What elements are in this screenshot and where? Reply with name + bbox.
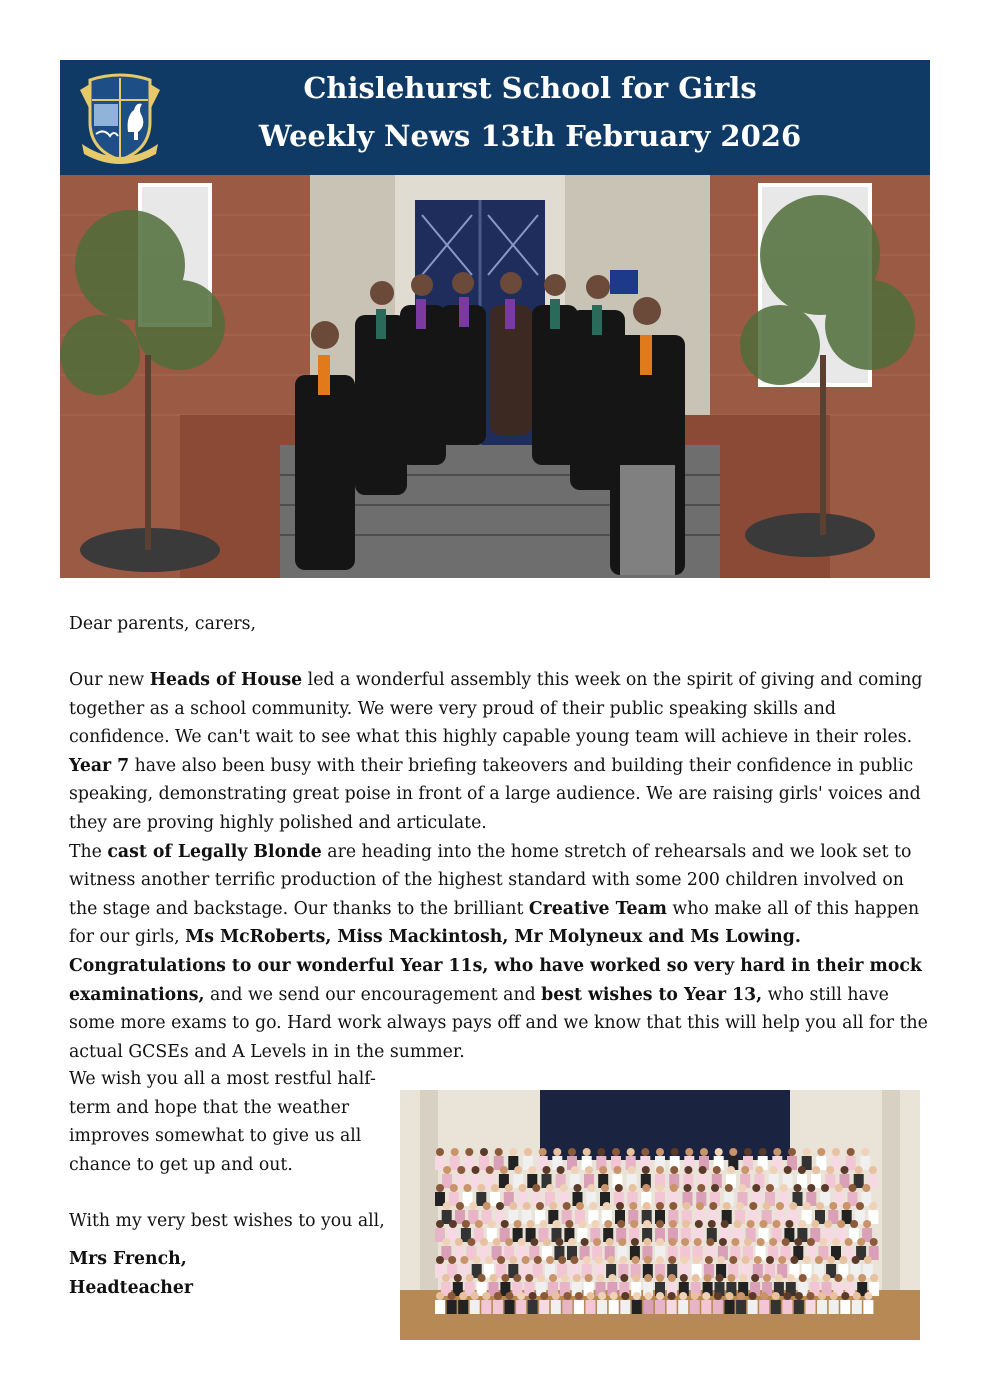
text-run: Our new: [69, 670, 150, 690]
signature-role: Headteacher: [69, 1277, 193, 1298]
text-run: who make all of this happen for our girls,: [69, 898, 920, 948]
bold-run: best wishes to Year 13,: [541, 984, 763, 1005]
text-run: led a wonderful assembly this week on the spirit of giving and coming together as a school community. We were very proud of their public speaking skills and confidence. We can't wait to see what this highly capable young team will achieve in their roles.: [69, 670, 923, 748]
bold-run: Year 7: [69, 755, 130, 776]
issue-title: Weekly News 13th February 2026: [258, 119, 802, 153]
signature: [69, 1245, 193, 1302]
letter-body: [69, 666, 929, 1066]
closing-paragraph: We wish you all a most restful half-term and hope that the weather improves somewhat to give us all chance to get up and out.: [69, 1069, 376, 1175]
signoff: With my very best wishes to you all,: [69, 1211, 385, 1231]
greeting: Dear parents, carers,: [69, 614, 257, 634]
text-run: are heading into the home stretch of rehearsals and we look set to witness another terrific production of the highest standard with some 200 children involved on the stage and backstage. Our thanks to the brilliant: [69, 841, 912, 919]
paragraph-heads-of-house: [69, 666, 929, 838]
banner-title: [60, 64, 930, 160]
bold-run: Congratulations to our wonderful Year 11s, who have worked so very hard in their mock examinations,: [69, 955, 922, 1005]
bold-run: Creative Team: [528, 898, 667, 919]
heads-of-house-photo: [60, 175, 930, 578]
signature-name: Mrs French,: [69, 1249, 187, 1269]
paragraph-exams: [69, 952, 929, 1066]
paragraph-legally-blonde: [69, 838, 929, 952]
bold-run: Ms McRoberts, Miss Mackintosh, Mr Molyneux and Ms Lowing.: [185, 927, 801, 948]
text-run: who still have some more exams to go. Hard work always pays off and we know that this will help you all for the actual GCSEs and A Levels in in the summer.: [69, 984, 928, 1062]
bold-run: Heads of House: [149, 670, 303, 690]
text-run: and we send our encouragement and: [204, 984, 542, 1005]
bold-run: cast of Legally Blonde: [107, 841, 322, 862]
text-run: have also been busy with their briefing takeovers and building their confidence in public speaking, demonstrating great poise in front of a large audience. We are raising girls' voices and they are proving highly polished and articulate.: [69, 755, 921, 833]
text-run: The: [69, 841, 108, 862]
cast-group-photo: [400, 1090, 920, 1340]
school-name: Chislehurst School for Girls: [303, 71, 757, 105]
header-banner: [60, 60, 930, 175]
